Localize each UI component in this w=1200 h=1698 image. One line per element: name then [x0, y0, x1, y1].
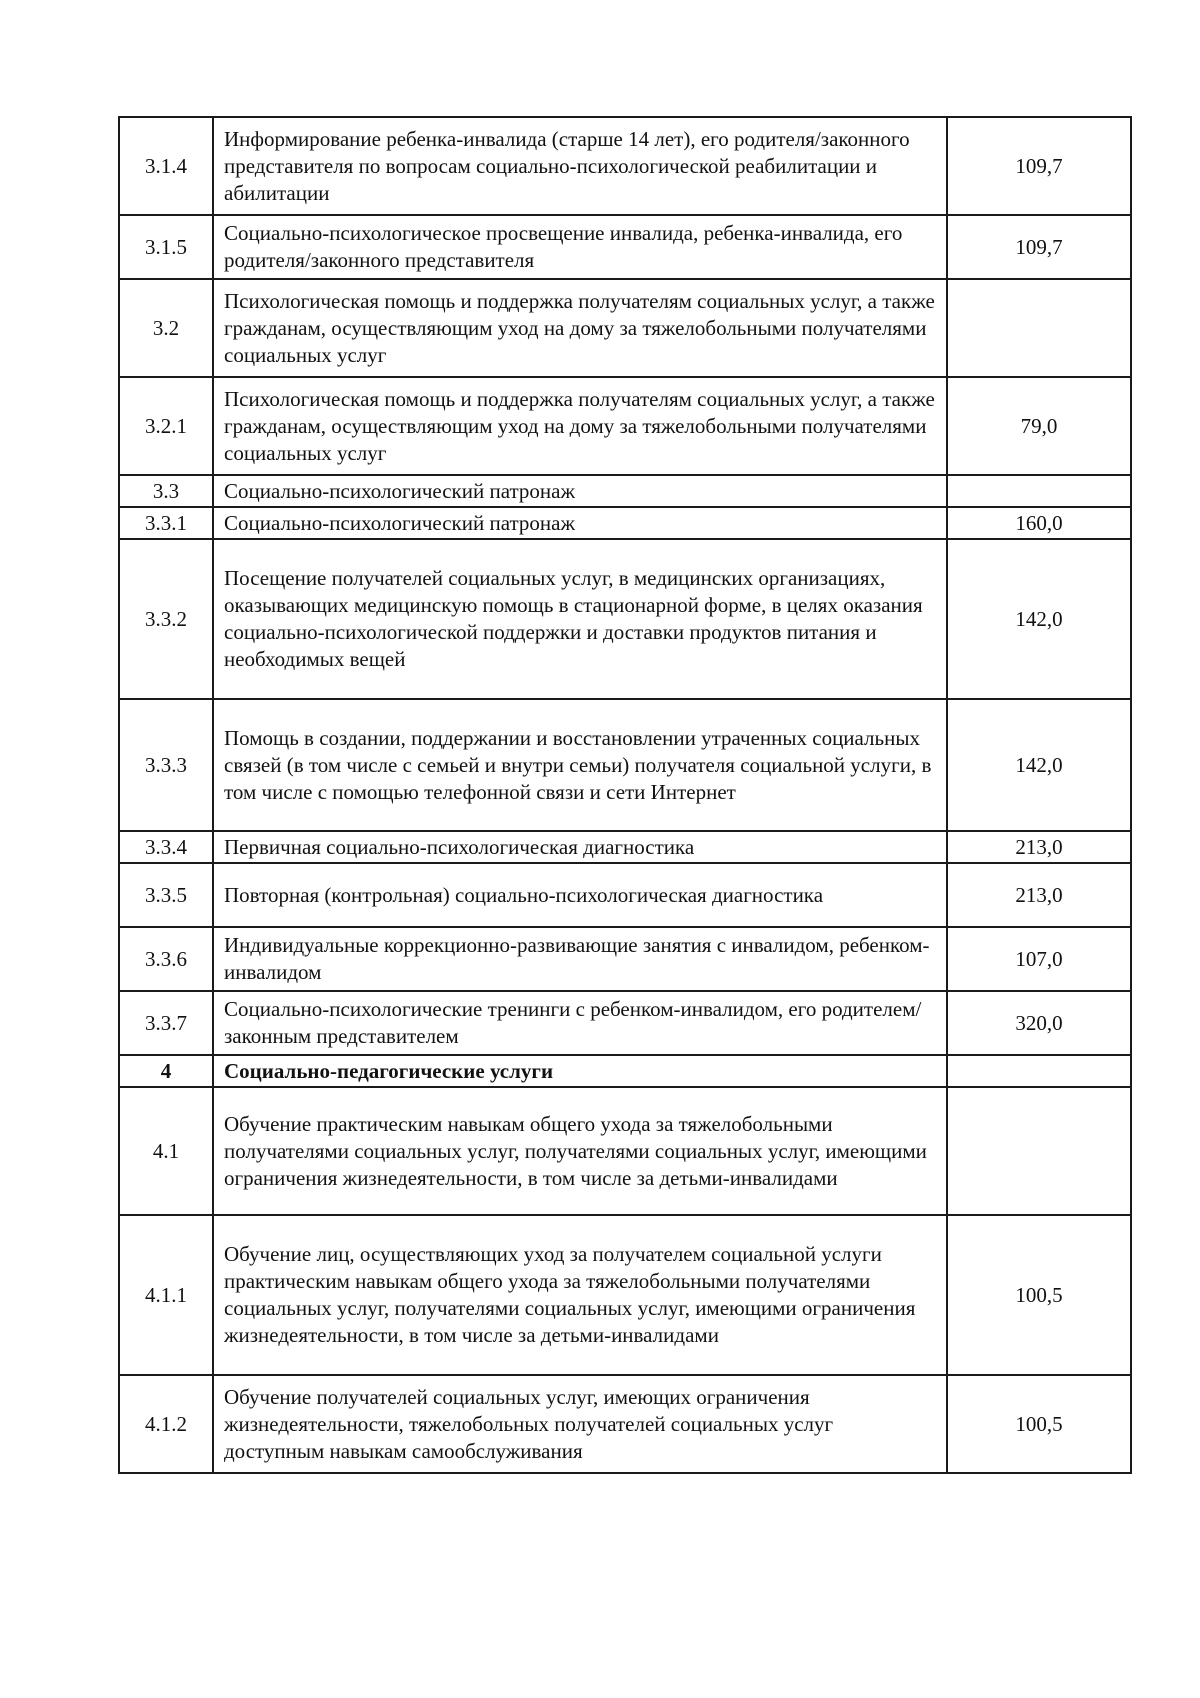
- service-name: Обучение лиц, осуществляющих уход за получателем социальной услуги практическим навыкам общего ухода за тяжелобольными получателями социальных услуг, получателями социальных услуг, имеющими ограничения жизнедеятельности, в том числе за детьми-инвалидами: [213, 1215, 947, 1375]
- row-number: 3.3.7: [119, 991, 213, 1055]
- section-header-row: [119, 1055, 1131, 1087]
- service-name: Повторная (контрольная) социально-психологическая диагностика: [213, 863, 947, 927]
- service-price: 109,7: [947, 215, 1131, 279]
- service-price: 79,0: [947, 377, 1131, 475]
- row-number: 3.3.6: [119, 927, 213, 991]
- table-row: [119, 1215, 1131, 1375]
- service-price: 100,5: [947, 1375, 1131, 1473]
- row-number: 3.2.1: [119, 377, 213, 475]
- service-price: [947, 1055, 1131, 1087]
- row-number: 3.3.1: [119, 507, 213, 539]
- service-price: [947, 1087, 1131, 1215]
- service-price: 320,0: [947, 991, 1131, 1055]
- service-name: Социально-психологический патронаж: [213, 475, 947, 507]
- service-price: 109,7: [947, 117, 1131, 215]
- row-number: 3.3.3: [119, 699, 213, 831]
- table-row: [119, 117, 1131, 215]
- services-price-table: [118, 116, 1132, 1474]
- service-name: Помощь в создании, поддержании и восстановлении утраченных социальных связей (в том числе с семьей и внутри семьи) получателя социальной услуги, в том числе с помощью телефонной связи и сети Интернет: [213, 699, 947, 831]
- section-title: Социально-педагогические услуги: [213, 1055, 947, 1087]
- table-row: [119, 991, 1131, 1055]
- table-row: [119, 377, 1131, 475]
- service-name: Индивидуальные коррекционно-развивающие занятия с инвалидом, ребенком-инвалидом: [213, 927, 947, 991]
- service-name: Социально-психологическое просвещение инвалида, ребенка-инвалида, его родителя/законного представителя: [213, 215, 947, 279]
- service-price: 100,5: [947, 1215, 1131, 1375]
- row-number: 3.3.5: [119, 863, 213, 927]
- table-row: [119, 927, 1131, 991]
- table-row: [119, 1375, 1131, 1473]
- row-number: 3.1.5: [119, 215, 213, 279]
- table-row: [119, 1087, 1131, 1215]
- service-name: Информирование ребенка-инвалида (старше 14 лет), его родителя/законного представителя по вопросам социально-психологической реабилитации и абилитации: [213, 117, 947, 215]
- service-price: [947, 475, 1131, 507]
- service-price: [947, 279, 1131, 377]
- service-price: 107,0: [947, 927, 1131, 991]
- table-row: [119, 475, 1131, 507]
- service-price: 142,0: [947, 539, 1131, 699]
- row-number: 3.3.2: [119, 539, 213, 699]
- service-price: 160,0: [947, 507, 1131, 539]
- service-name: Первичная социально-психологическая диагностика: [213, 831, 947, 863]
- row-number: 4.1: [119, 1087, 213, 1215]
- table-row: [119, 279, 1131, 377]
- service-price: 142,0: [947, 699, 1131, 831]
- service-name: Обучение получателей социальных услуг, имеющих ограничения жизнедеятельности, тяжелобольных получателей социальных услуг доступным навыкам самообслуживания: [213, 1375, 947, 1473]
- table-row: [119, 507, 1131, 539]
- service-name: Психологическая помощь и поддержка получателям социальных услуг, а также гражданам, осуществляющим уход на дому за тяжелобольными получателями социальных услуг: [213, 377, 947, 475]
- row-number: 4.1.1: [119, 1215, 213, 1375]
- row-number: 3.1.4: [119, 117, 213, 215]
- table-row: [119, 863, 1131, 927]
- table-row: [119, 831, 1131, 863]
- service-name: Социально-психологический патронаж: [213, 507, 947, 539]
- service-name: Посещение получателей социальных услуг, в медицинских организациях, оказывающих медицинскую помощь в стационарной форме, в целях оказания социально-психологической поддержки и доставки продуктов питания и необходимых вещей: [213, 539, 947, 699]
- row-number: 3.2: [119, 279, 213, 377]
- service-price: 213,0: [947, 863, 1131, 927]
- table-row: [119, 699, 1131, 831]
- service-name: Обучение практическим навыкам общего ухода за тяжелобольными получателями социальных услуг, получателями социальных услуг, имеющими ограничения жизнедеятельности, в том числе за детьми-инвалидами: [213, 1087, 947, 1215]
- row-number: 3.3: [119, 475, 213, 507]
- section-number: 4: [119, 1055, 213, 1087]
- service-name: Психологическая помощь и поддержка получателям социальных услуг, а также гражданам, осуществляющим уход на дому за тяжелобольными получателями социальных услуг: [213, 279, 947, 377]
- table-row: [119, 539, 1131, 699]
- table-row: [119, 215, 1131, 279]
- row-number: 3.3.4: [119, 831, 213, 863]
- row-number: 4.1.2: [119, 1375, 213, 1473]
- service-price: 213,0: [947, 831, 1131, 863]
- service-name: Социально-психологические тренинги с ребенком-инвалидом, его родителем/законным представителем: [213, 991, 947, 1055]
